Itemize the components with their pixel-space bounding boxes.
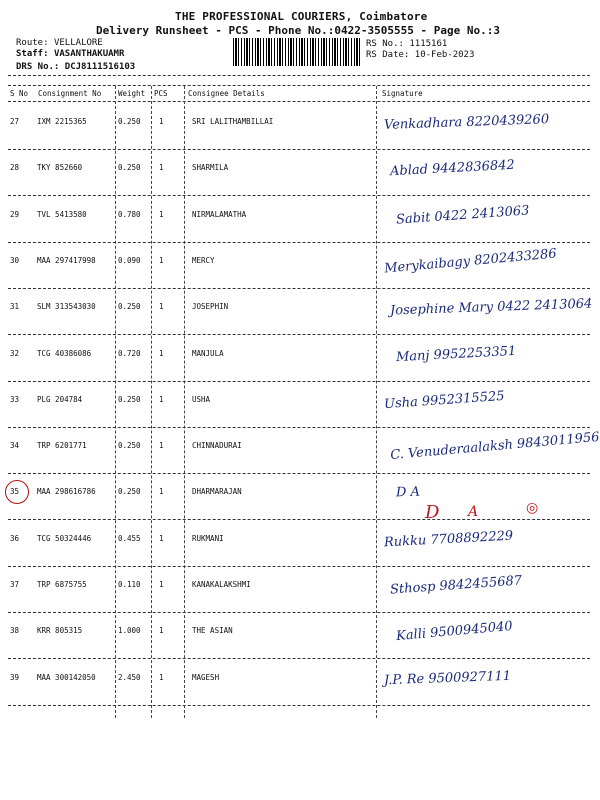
table-row: [0, 388, 600, 415]
row-divider: [8, 612, 590, 613]
handwritten-signature: D A: [395, 484, 421, 501]
row-consignment: IXM 2215365: [37, 117, 87, 126]
handwritten-signature: Manj 9952253351: [395, 343, 517, 366]
row-pcs: 1: [159, 441, 164, 450]
row-consignee: MANJULA: [192, 349, 224, 358]
handwritten-signature: Sthosp 9842455687: [389, 573, 523, 598]
row-weight: 0.090: [118, 256, 141, 265]
rs-date-line: [366, 50, 474, 60]
route-label: Route:: [16, 38, 49, 48]
row-consignee: MERCY: [192, 256, 215, 265]
table-row: [0, 112, 600, 137]
circle-mark: [5, 480, 29, 504]
row-consignment: TCG 50324446: [37, 534, 92, 543]
row-consignee: THE ASIAN: [192, 626, 233, 635]
handwritten-signature: Rukku 7708892229: [383, 528, 514, 551]
drs-value: DCJ8111516103: [64, 62, 136, 72]
red-mark-circle: ◎: [526, 500, 539, 516]
runsheet-subtitle: Delivery Runsheet - PCS - Phone No.:0422-3505555 - Page No.:3: [96, 24, 500, 37]
row-pcs: 1: [159, 256, 164, 265]
table-row: [0, 157, 600, 183]
row-sno: 30: [10, 256, 20, 265]
row-divider: [8, 381, 590, 382]
row-consignee: MAGESH: [192, 673, 220, 682]
row-weight: 0.250: [118, 117, 141, 126]
row-pcs: 1: [159, 580, 164, 589]
row-weight: 0.250: [118, 395, 141, 404]
row-divider: [8, 149, 590, 150]
row-pcs: 1: [159, 349, 164, 358]
row-sno: 29: [10, 210, 20, 219]
table-row: [0, 429, 600, 464]
row-weight: 0.780: [118, 210, 141, 219]
row-consignment: TCG 40386086: [37, 349, 92, 358]
staff-line: [16, 49, 124, 59]
row-divider: [8, 334, 590, 335]
col-consignee: Consignee Details: [188, 89, 265, 98]
row-pcs: 1: [159, 673, 164, 682]
rs-no-label: RS No.:: [366, 39, 404, 49]
row-consignee: DHARMARAJAN: [192, 487, 242, 496]
row-consignee: RUKMANI: [192, 534, 224, 543]
table-row: [0, 203, 600, 230]
col-signature: Signature: [382, 89, 423, 98]
col-sno: S No: [10, 89, 29, 98]
header-divider-top: [8, 75, 590, 76]
row-divider: [8, 195, 590, 196]
handwritten-signature: Josephine Mary 0422 2413064: [389, 296, 593, 319]
row-sno: 32: [10, 349, 20, 358]
row-sno: 36: [10, 534, 20, 543]
col-weight: Weight: [118, 89, 146, 98]
row-pcs: 1: [159, 163, 164, 172]
handwritten-signature: Kalli 9500945040: [395, 618, 514, 645]
table-row: [0, 668, 600, 693]
row-divider: [8, 288, 590, 289]
handwritten-signature: Merykaibagy 8202433286: [383, 246, 558, 277]
table-row: [0, 573, 600, 600]
rs-date-label: RS Date:: [366, 50, 410, 60]
row-divider: [8, 658, 590, 659]
row-consignment: TRP 6875755: [37, 580, 87, 589]
table-row: [0, 528, 600, 554]
row-sno: 33: [10, 395, 20, 404]
row-weight: 0.720: [118, 349, 141, 358]
handwritten-signature: Ablad 9442836842: [389, 157, 516, 180]
handwritten-signature: Usha 9952315525: [383, 388, 505, 413]
rs-date-value: 10-Feb-2023: [414, 50, 475, 60]
row-divider: [8, 473, 590, 474]
row-sno: 35: [10, 487, 20, 496]
row-consignee: SRI LALITHAMBILLAI: [192, 117, 274, 126]
row-pcs: 1: [159, 302, 164, 311]
row-weight: 0.250: [118, 487, 141, 496]
company-title: THE PROFESSIONAL COURIERS, Coimbatore: [175, 10, 428, 23]
drs-line: [16, 62, 135, 72]
route-value: VELLALORE: [53, 38, 103, 48]
row-weight: 0.250: [118, 441, 141, 450]
row-consignment: SLM 313543030: [37, 302, 96, 311]
row-consignment: MAA 300142050: [37, 673, 96, 682]
red-mark-d: D: [425, 502, 440, 523]
row-consignment: TRP 6201771: [37, 441, 87, 450]
row-sno: 34: [10, 441, 20, 450]
row-divider: [8, 705, 590, 706]
header-divider: [8, 85, 590, 86]
row-consignee: CHINNADURAI: [192, 441, 242, 450]
table-row: [0, 343, 600, 369]
row-sno: 28: [10, 163, 20, 172]
row-divider: [8, 566, 590, 567]
row-divider: [8, 519, 590, 520]
row-sno: 31: [10, 302, 20, 311]
row-consignee: SHARMILA: [192, 163, 229, 172]
row-pcs: 1: [159, 534, 164, 543]
col-consignment: Consignment No: [38, 89, 102, 98]
row-pcs: 1: [159, 210, 164, 219]
row-sno: 38: [10, 626, 20, 635]
row-weight: 1.000: [118, 626, 141, 635]
table-row: [0, 618, 600, 646]
row-consignee: KANAKALAKSHMI: [192, 580, 251, 589]
row-consignee: USHA: [192, 395, 211, 404]
row-pcs: 1: [159, 626, 164, 635]
rs-no-value: 1115161: [409, 39, 448, 49]
row-consignment: TVL 5413580: [37, 210, 87, 219]
table-row: [0, 484, 600, 507]
handwritten-signature: C. Venuderaalaksh 9843011956: [389, 429, 600, 464]
row-consignment: MAA 298616786: [37, 487, 96, 496]
drs-label: DRS No.:: [16, 62, 60, 72]
row-weight: 0.110: [118, 580, 141, 589]
row-weight: 0.250: [118, 163, 141, 172]
row-consignment: MAA 297417998: [37, 256, 96, 265]
staff-label: Staff:: [16, 49, 49, 59]
handwritten-signature: J.P. Re 9500927111: [383, 668, 512, 689]
rs-no-line: [366, 39, 447, 49]
row-pcs: 1: [159, 117, 164, 126]
row-weight: 0.250: [118, 302, 141, 311]
row-consignee: JOSEPHIN: [192, 302, 229, 311]
red-mark-a: A: [468, 504, 479, 520]
row-pcs: 1: [159, 395, 164, 404]
table-row: [0, 246, 600, 277]
table-row: [0, 296, 600, 322]
handwritten-signature: Sabit 0422 2413063: [395, 203, 530, 228]
row-pcs: 1: [159, 487, 164, 496]
row-weight: 2.450: [118, 673, 141, 682]
route-line: [16, 38, 103, 48]
row-sno: 37: [10, 580, 20, 589]
column-divider: [8, 101, 590, 102]
barcode-image: [233, 38, 361, 66]
col-pcs: PCS: [154, 89, 168, 98]
row-sno: 39: [10, 673, 20, 682]
row-divider: [8, 242, 590, 243]
handwritten-signature: Venkadhara 8220439260: [383, 112, 550, 133]
row-divider: [8, 427, 590, 428]
row-consignment: TKY 852660: [37, 163, 83, 172]
row-sno: 27: [10, 117, 20, 126]
staff-value: VASANTHAKUAMR: [53, 49, 125, 59]
row-consignee: NIRMALAMATHA: [192, 210, 247, 219]
row-weight: 0.455: [118, 534, 141, 543]
row-consignment: KRR 805315: [37, 626, 83, 635]
row-consignment: PLG 204784: [37, 395, 83, 404]
